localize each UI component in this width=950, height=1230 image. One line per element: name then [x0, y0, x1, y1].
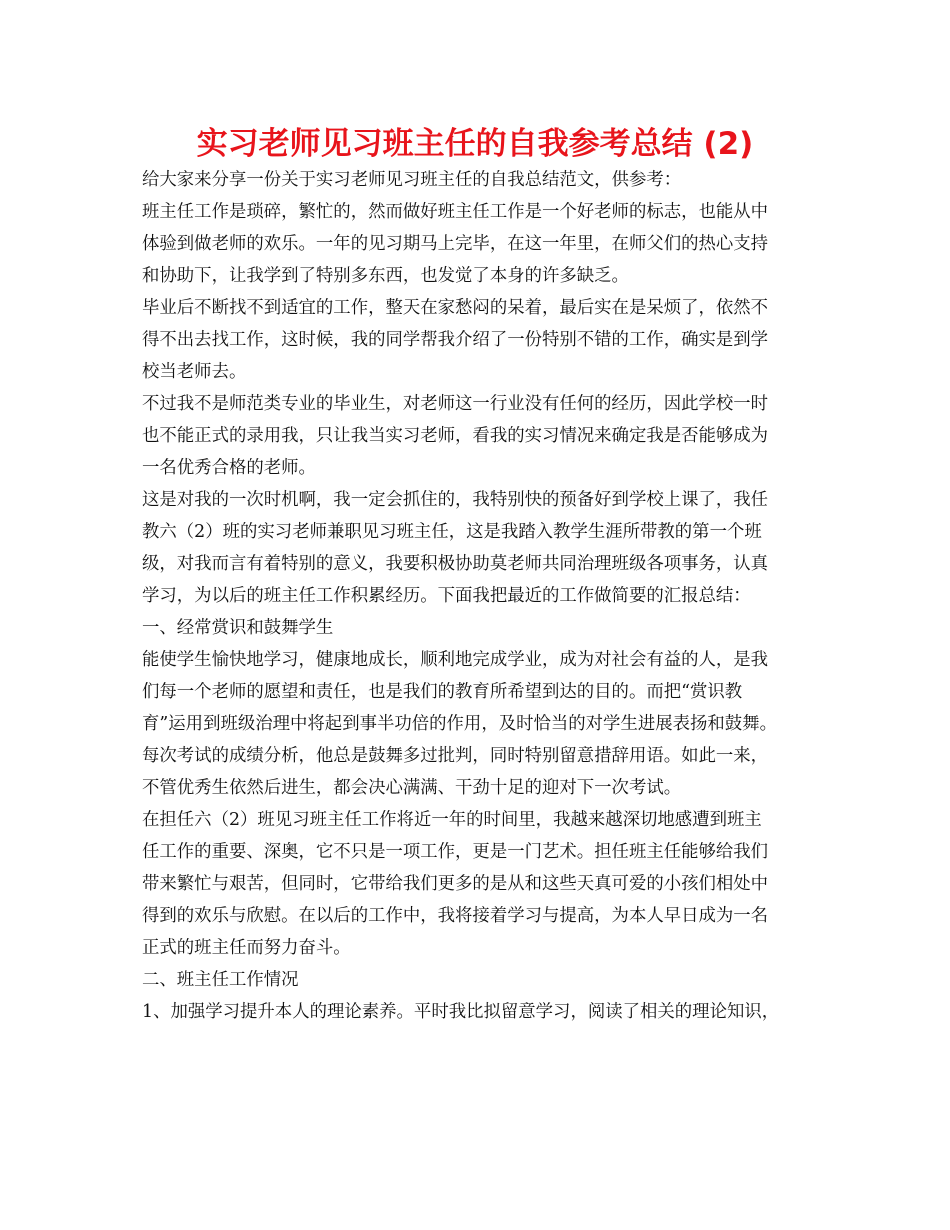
text-line: 得到的欢乐与欣慰。在以后的工作中，我将接着学习与提高，为本人早日成为一名: [142, 906, 769, 926]
text-line: 带来繁忙与艰苦，但同时，它带给我们更多的是从和这些天真可爱的小孩们相处中: [142, 874, 769, 894]
text-line: 得不出去找工作，这时候，我的同学帮我介绍了一份特别不错的工作，确实是到学: [142, 330, 769, 350]
text-line: 体验到做老师的欢乐。一年的见习期马上完毕，在这一年里，在师父们的热心支持: [142, 234, 769, 254]
text-line: 育”运用到班级治理中将起到事半功倍的作用，及时恰当的对学生进展表扬和鼓舞。: [142, 714, 777, 734]
text-line: 这是对我的一次时机啊，我一定会抓住的，我特别快的预备好到学校上课了，我任: [142, 490, 769, 510]
text-line: 级，对我而言有着特别的意义，我要积极协助莫老师共同治理班级各项事务，认真: [142, 554, 769, 574]
text-line: 不过我不是师范类专业的毕业生，对老师这一行业没有任何的经历，因此学校一时: [142, 394, 769, 414]
text-line: 校当老师去。: [142, 362, 247, 382]
text-line: 们每一个老师的愿望和责任，也是我们的教育所希望到达的目的。而把“赏识教: [142, 682, 743, 702]
text-line: 每次考试的成绩分析，他总是鼓舞多过批判，同时特别留意措辞用语。如此一来，: [142, 746, 769, 766]
text-line: 班主任工作是琐碎，繁忙的，然而做好班主任工作是一个好老师的标志，也能从中: [142, 202, 769, 222]
document-title: 实习老师见习班主任的自我参考总结 (2): [196, 126, 754, 162]
section-heading: 二、班主任工作情况: [142, 970, 299, 990]
text-line: 在担任六（2）班见习班主任工作将近一年的时间里，我越来越深切地感遭到班主: [142, 810, 762, 830]
text-line: 学习，为以后的班主任工作积累经历。下面我把最近的工作做简要的汇报总结：: [142, 586, 751, 606]
section-heading: 一、经常赏识和鼓舞学生: [142, 618, 334, 638]
text-line: 一名优秀合格的老师。: [142, 458, 316, 478]
text-line: 不管优秀生依然后进生，都会决心满满、干劲十足的迎对下一次考试。: [142, 778, 682, 798]
text-line: 和协助下，让我学到了特别多东西，也发觉了本身的许多缺乏。: [142, 266, 629, 286]
document-body: [142, 164, 822, 1028]
text-line: 毕业后不断找不到适宜的工作，整天在家愁闷的呆着，最后实在是呆烦了，依然不: [142, 298, 769, 318]
text-line: 教六（2）班的实习老师兼职见习班主任，这是我踏入教学生涯所带教的第一个班: [142, 522, 762, 542]
text-line: 正式的班主任而努力奋斗。: [142, 938, 351, 958]
text-line: 能使学生愉快地学习，健康地成长，顺利地完成学业，成为对社会有益的人，是我: [142, 650, 769, 670]
text-line: 任工作的重要、深奥，它不只是一项工作，更是一门艺术。担任班主任能够给我们: [142, 842, 769, 862]
text-line: 也不能正式的录用我，只让我当实习老师，看我的实习情况来确定我是否能够成为: [142, 426, 769, 446]
text-line: 给大家来分享一份关于实习老师见习班主任的自我总结范文，供参考：: [142, 170, 682, 190]
text-line: 1、加强学习提升本人的理论素养。平时我比拟留意学习，阅读了相关的理论知识，: [142, 1002, 780, 1022]
